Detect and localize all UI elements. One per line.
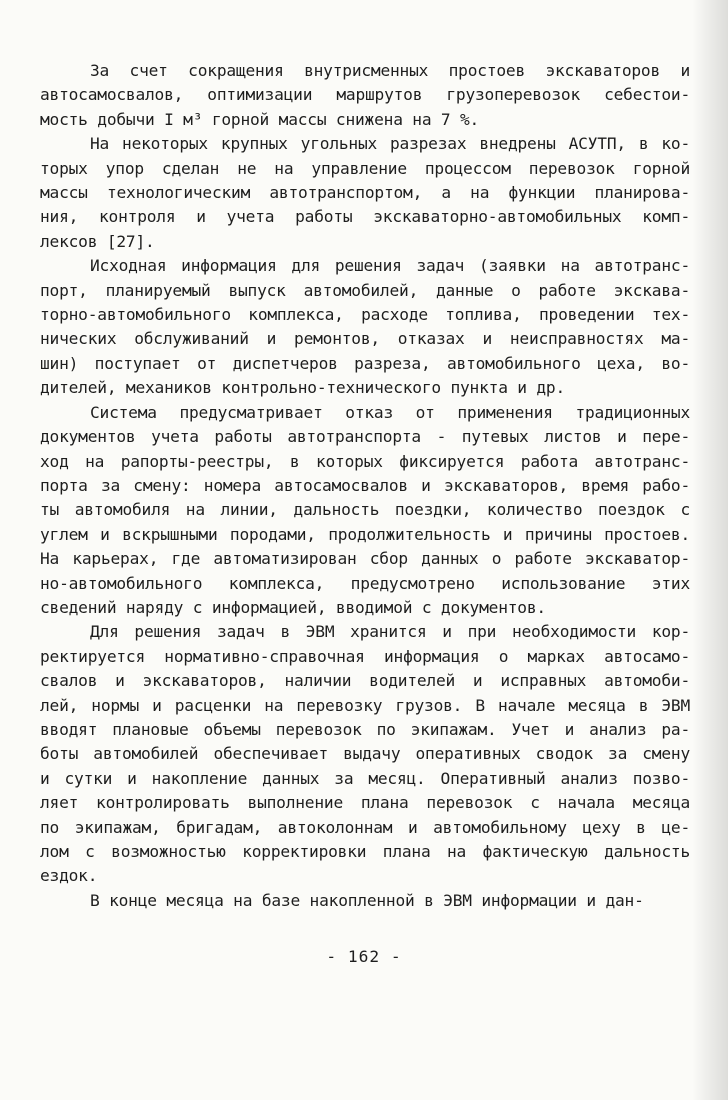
text-line: боты автомобилей обеспечивает выдачу оперативных сводок за смену — [40, 744, 690, 764]
text-line: по экипажам, бригадам, автоколоннам и автомобильному цеху в це- — [40, 817, 690, 837]
paragraph — [40, 889, 690, 913]
text-line: порт, планируемый выпуск автомобилей, данные о работе экскава- — [40, 280, 690, 300]
text-line: торых упор сделан не на управление процессом перевозок горной — [40, 158, 690, 178]
text-line: ния, контроля и учета работы экскаваторно-автомобильных комп- — [40, 207, 690, 227]
text-line: Исходная информация для решения задач (заявки на автотранс- — [90, 256, 690, 276]
body-text — [40, 59, 690, 913]
paragraph — [40, 620, 690, 888]
paragraph — [40, 59, 690, 132]
text-line: мость добычи I м³ горной массы снижена на 7 %. — [40, 109, 480, 129]
text-line: ляет контролировать выполнение плана перевозок с начала месяца — [40, 793, 690, 813]
text-line: массы технологическим автотранспортом, а на функции планирова- — [40, 183, 690, 203]
text-line: На некоторых крупных угольных разрезах внедрены АСУТП, в ко- — [90, 134, 690, 154]
text-line: шин) поступает от диспетчеров разреза, автомобильного цеха, во- — [40, 353, 690, 373]
text-line: лей, нормы и расценки на перевозку грузов. В начале месяца в ЭВМ — [40, 695, 690, 715]
paragraph — [40, 254, 690, 400]
text-line: свалов и экскаваторов, наличии водителей и исправных автомоби- — [40, 671, 690, 691]
text-line: ты автомобиля на линии, дальность поездки, количество поездок с — [40, 500, 690, 520]
text-line: автосамосвалов, оптимизации маршрутов грузоперевозок себестои- — [40, 85, 690, 105]
text-line: но-автомобильного комплекса, предусмотрено использование этих — [40, 573, 690, 593]
text-line: ездок. — [40, 866, 98, 886]
text-line: дителей, механиков контрольно-технического пункта и др. — [40, 378, 566, 398]
text-line: Для решения задач в ЭВМ хранится и при необходимости кор- — [90, 622, 690, 642]
text-line: лом с возможностью корректировки плана на фактическую дальность — [40, 842, 690, 861]
text-line: вводят плановые объемы перевозок по экипажам. Учет и анализ ра- — [40, 719, 690, 739]
text-line: порта за смену: номера автосамосвалов и экскаваторов, время рабо- — [40, 475, 690, 495]
page-number: - 162 - — [326, 947, 402, 966]
text-line: и сутки и накопление данных за месяц. Оперативный анализ позво- — [40, 768, 690, 788]
text-line: документов учета работы автотранспорта - путевых листов и пере- — [40, 427, 690, 447]
text-line: лексов [27]. — [40, 231, 155, 251]
text-line: углем и вскрышными породами, продолжительность и причины простоев. — [40, 524, 690, 544]
text-line: На карьерах, где автоматизирован сбор данных о работе экскаватор- — [40, 549, 690, 569]
text-line: Система предусматривает отказ от применения традиционных — [90, 402, 690, 422]
text-line: В конце месяца на базе накопленной в ЭВМ информации и дан- — [90, 890, 644, 910]
text-line: нических обслуживаний и ремонтов, отказах и неисправностях ма- — [40, 329, 690, 349]
text-line: За счет сокращения внутрисменных простоев экскаваторов и — [90, 61, 690, 80]
paragraph — [40, 401, 690, 621]
text-line: торно-автомобильного комплекса, расходе топлива, проведении тех- — [40, 305, 690, 325]
text-line: ход на рапорты-реестры, в которых фиксируется работа автотранс- — [40, 451, 690, 471]
text-line: сведений наряду с информацией, вводимой с документов. — [40, 597, 546, 617]
paragraph — [40, 132, 690, 254]
page-edge-shadow — [692, 0, 728, 1100]
text-line: ректируется нормативно-справочная информация о марках автосамо- — [40, 646, 690, 666]
